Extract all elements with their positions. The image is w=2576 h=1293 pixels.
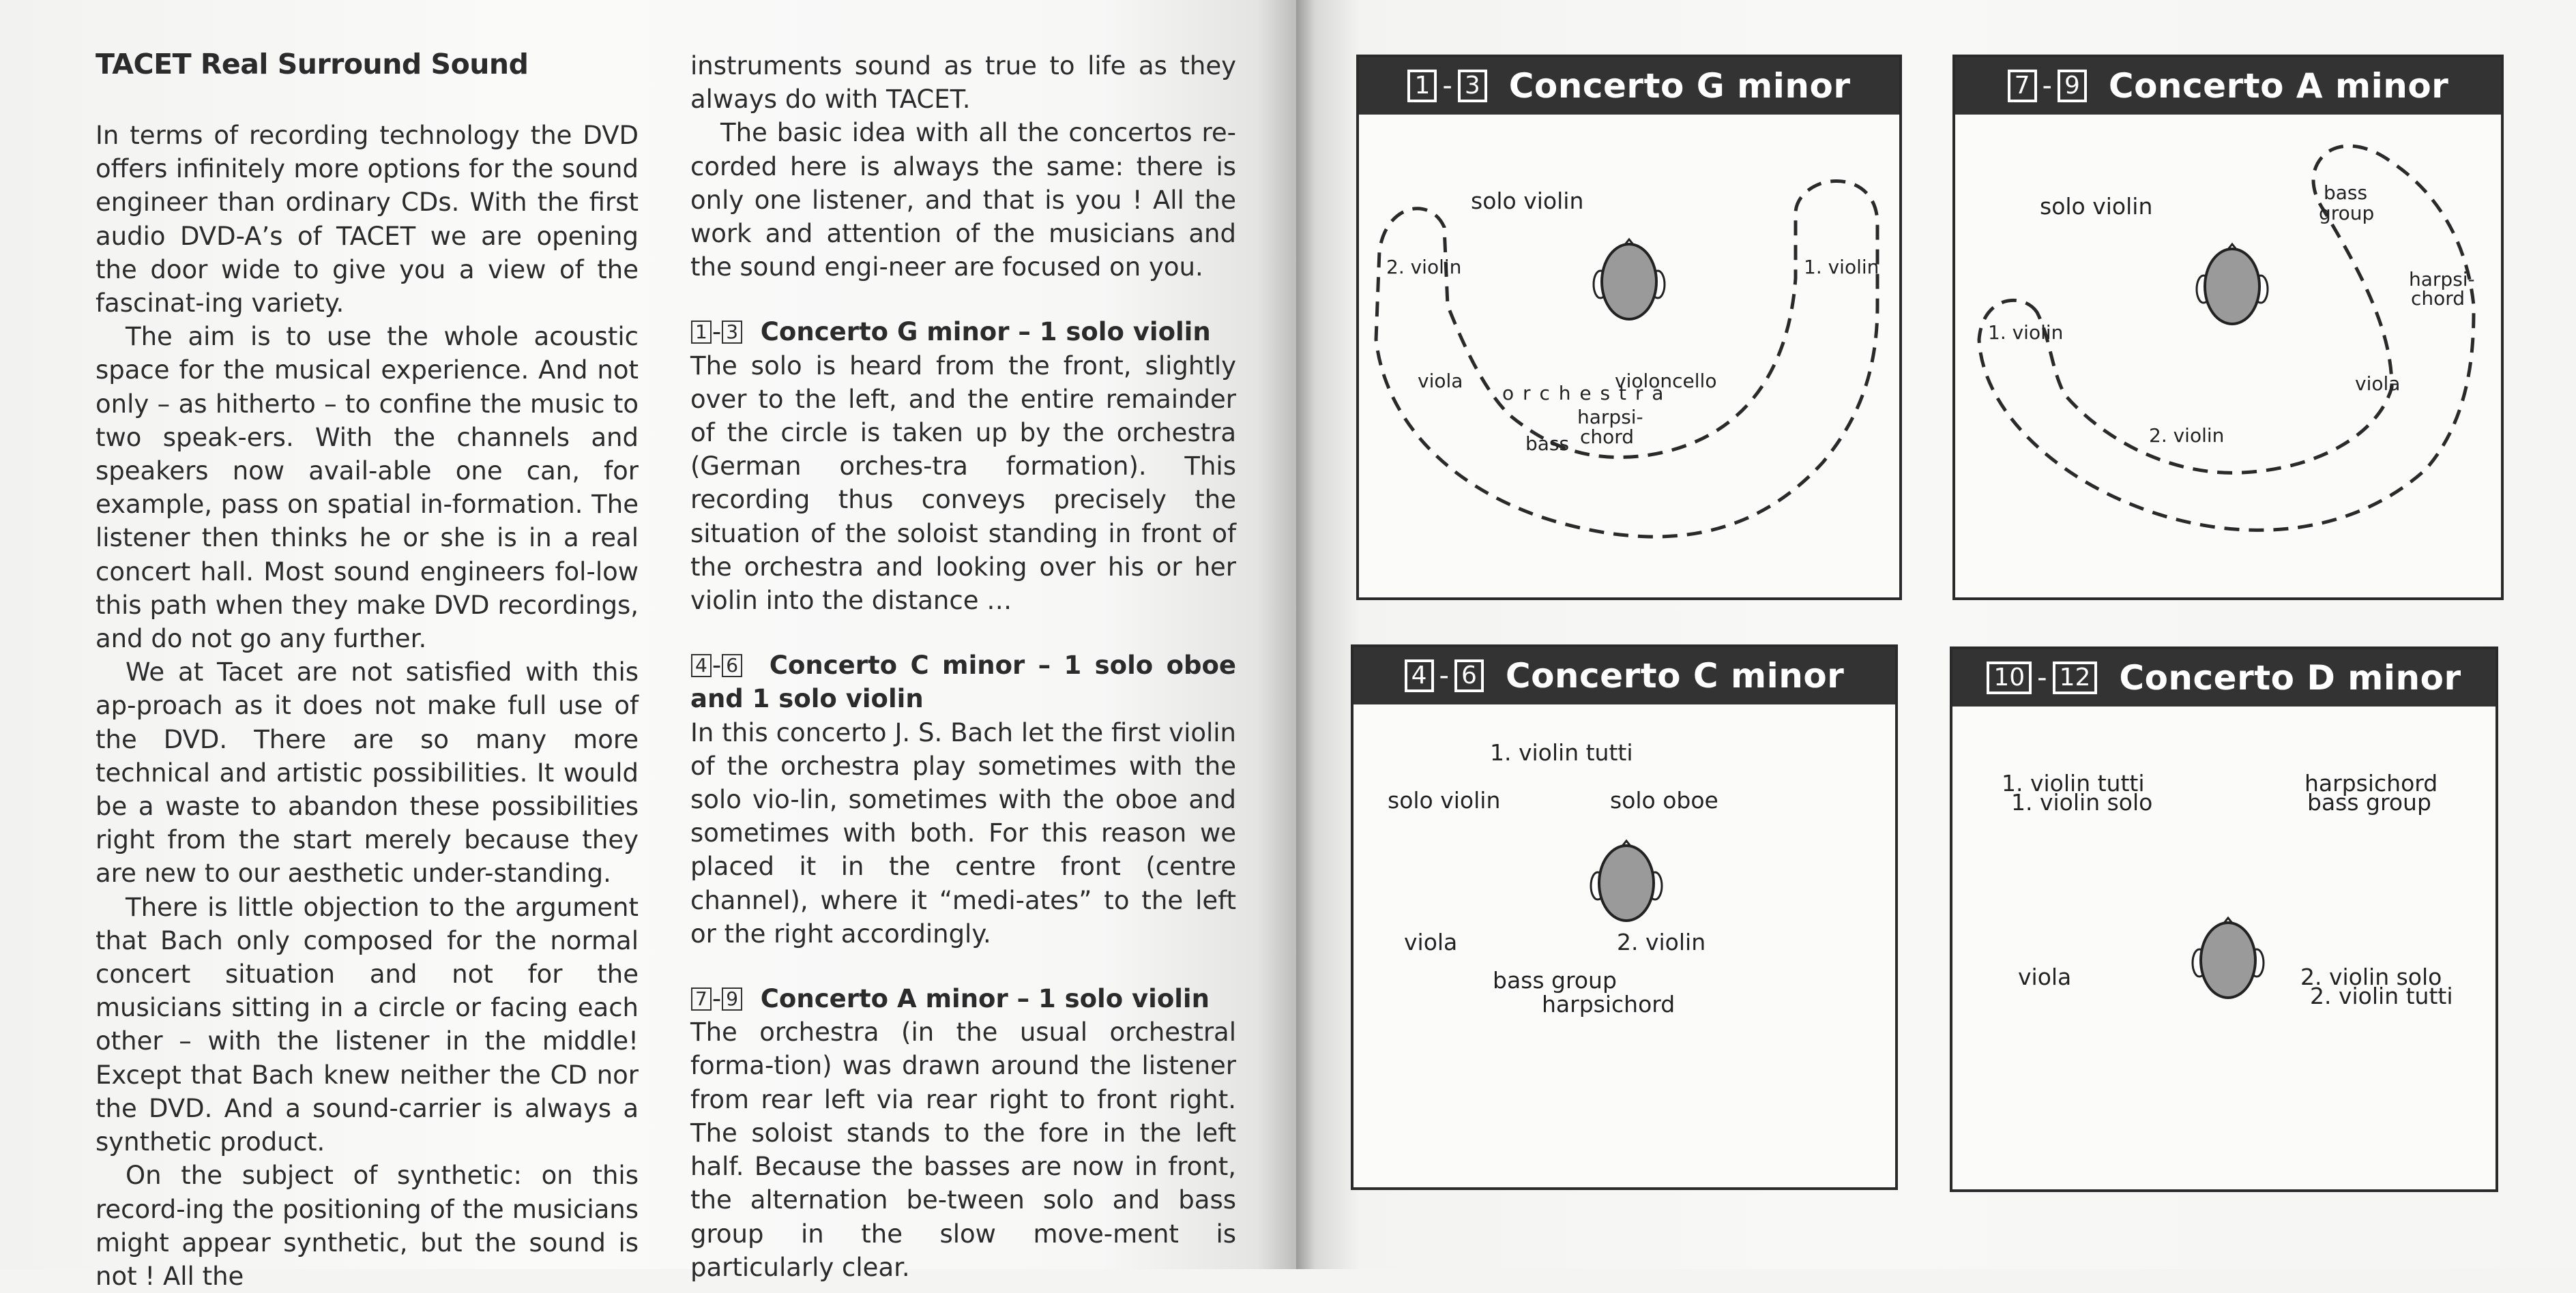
paragraph: We at Tacet are not satisfied with this ap-proach as it does not make full use of the DVD. There are so many more technical and artistic possibilities. It would be a waste to abandon these possibilities right from the start merely because they are new to our aesthetic under-standing. [96, 657, 639, 889]
track-number-box: 7 [691, 987, 712, 1011]
section-body: In this concerto J. S. Bach let the first violin of the orchestra play sometimes with the solo vio-lin, sometimes with the oboe and sometimes with both. For this reason we placed it in the centre front (centre channel), where it “medi-ates” to the left or the right accordingly. [690, 717, 1236, 949]
label-bass-group: bass group [2307, 789, 2431, 816]
label-viola: viola [1418, 370, 1463, 392]
section-heading-text: Concerto C minor – 1 solo oboe and 1 solo violin [690, 651, 1237, 714]
track-number-box: 12 [2053, 662, 2098, 694]
label-harpsichord-cont: chord [2411, 287, 2465, 310]
label-solo-oboe: solo oboe [1610, 787, 1718, 814]
label-1-violin-tutti: 1. violin tutti [2002, 770, 2145, 797]
diagram-concerto-g-minor [1356, 55, 1902, 600]
listener-head-icon [2193, 918, 2264, 998]
text-column-1 [96, 44, 639, 1293]
section-heading-g-minor: 1 - 3 Concerto G minor – 1 solo violin [690, 315, 1236, 348]
label-viola: viola [2355, 372, 2401, 395]
label-violoncello: violoncello [1615, 370, 1717, 392]
paragraph: In terms of recording technology the DVD offers infinitely more options for the sound engineer than ordinary CDs. With the first audio DVD-A’s of TACET we are opening the door wide to give you a view of the fascinat-ing variety. [96, 121, 639, 318]
label-1-violin: 1. violin [1988, 321, 2064, 344]
diagram-header: 7 - 9 Concerto A minor [1955, 57, 2501, 115]
label-harpsichord: harpsi- [1577, 406, 1643, 428]
listener-head-icon [1594, 239, 1665, 319]
orchestra-layout-icon [1955, 115, 2501, 597]
diagram-concerto-d-minor [1950, 646, 2498, 1192]
section-heading-text: Concerto A minor – 1 solo violin [760, 984, 1210, 1014]
page-title: TACET Real Surround Sound [96, 48, 529, 80]
track-number-box: 10 [1987, 662, 2032, 694]
track-number-box: 6 [1454, 659, 1484, 692]
text-column-2 [690, 49, 1236, 1284]
diagram-header: 10 - 12 Concerto D minor [1952, 649, 2496, 707]
track-number-box: 6 [722, 654, 742, 677]
track-number-box: 9 [722, 987, 742, 1011]
listener-head-icon [2197, 244, 2268, 324]
label-harpsichord: harpsichord [1542, 991, 1675, 1017]
label-orchestra: o r c h e s t r a [1502, 382, 1665, 404]
label-solo-violin: solo violin [1471, 188, 1584, 214]
label-2-violin-solo: 2. violin solo [2300, 964, 2442, 990]
track-number-box: 9 [2058, 70, 2087, 102]
label-2-violin-tutti: 2. violin tutti [2310, 983, 2453, 1009]
section-body: The orchestra (in the usual orchestral forma-tion) was drawn around the listener from rear left via rear right to front right. The soloist stands to the fore in the left half. Because the basses are now in front, the alternation be-tween solo and bass group in the slow move-ment is particularly clear. [690, 1017, 1236, 1282]
section-body: The solo is heard from the front, slightly over to the left, and the entire remainder of the circle is taken up by the orchestra (German orches-tra formation). This recording thus conveys precisely the situation of the soloist standing in front of the orchestra and looking over his or her violin into the distance … [690, 351, 1236, 616]
label-bass-group: bass group [1493, 967, 1617, 994]
diagram-title: Concerto D minor [2119, 658, 2461, 698]
paragraph: On the subject of synthetic: on this record-ing the positioning of the musicians might appear synthetic, but the sound is not ! All the [96, 1161, 639, 1291]
paragraph: instruments sound as true to life as they always do with TACET. [690, 51, 1236, 115]
listener-head-icon [1591, 841, 1662, 921]
section-heading-text: Concerto G minor – 1 solo violin [760, 317, 1211, 347]
diagram-header: 4 - 6 Concerto C minor [1353, 647, 1895, 704]
track-number-box: 4 [691, 654, 712, 677]
diagram-header: 1 - 3 Concerto G minor [1359, 57, 1899, 115]
label-1-violin-solo: 1. violin solo [2011, 789, 2153, 816]
diagram-concerto-a-minor [1952, 55, 2504, 600]
label-2-violin: 2. violin [1386, 256, 1462, 278]
track-number-box: 4 [1405, 659, 1434, 692]
track-number-box: 3 [1458, 70, 1487, 102]
track-number-box: 1 [1407, 70, 1437, 102]
label-bass: bass [1525, 432, 1570, 455]
label-viola: viola [1404, 929, 1458, 955]
paragraph: The aim is to use the whole acoustic space for the musical experience. And not only – as hitherto – to confine the music to two speak-ers. With the channels and speakers now avail-able one can, for example, pass on spatial in-formation. The listener then thinks he or she is in a real concert hall. Most sound engineers fol-low this path when they make DVD recordings, and do not go any further. [96, 322, 639, 654]
diagram-title: Concerto A minor [2108, 66, 2449, 106]
paragraph: There is little objection to the argument that Bach only composed for the normal concert situation and not for the musicians sitting in a circle or facing each other – with the listener in the middle! Except that Bach knew neither the CD nor the DVD. And a sound-carrier is always a synthetic product. [96, 892, 639, 1157]
section-heading-a-minor: 7 - 9 Concerto A minor – 1 solo violin [690, 982, 1236, 1015]
diagram-title: Concerto G minor [1508, 66, 1851, 106]
label-bass-group-cont: group [2319, 202, 2375, 224]
label-harpsichord: harpsi- [2409, 268, 2475, 291]
label-2-violin: 2. violin [1617, 929, 1706, 955]
label-harpsichord-cont: chord [1580, 426, 1635, 448]
label-2-violin: 2. violin [2149, 424, 2225, 447]
label-harpsichord: harpsichord [2304, 770, 2438, 797]
orchestra-layout-icon [1359, 115, 1899, 597]
diagram-concerto-c-minor [1351, 644, 1898, 1190]
label-viola: viola [2018, 964, 2072, 990]
section-heading-c-minor: 4 - 6 Concerto C minor – 1 solo oboe and 1 solo violin [690, 651, 1237, 714]
track-number-box: 1 [691, 321, 712, 344]
diagram-title: Concerto C minor [1505, 656, 1845, 696]
track-number-box: 3 [722, 321, 742, 344]
label-1-violin: 1. violin [1804, 256, 1879, 278]
paragraph: The basic idea with all the concertos re-corded here is always the same: there is only one listener, and that is you ! All the work and attention of the musicians and the sound engi-neer are focused on you. [690, 118, 1236, 282]
track-number-box: 7 [2008, 70, 2037, 102]
label-solo-violin: solo violin [1388, 787, 1501, 814]
label-solo-violin: solo violin [2040, 193, 2153, 220]
label-bass-group: bass [2324, 181, 2368, 204]
label-1-violin-tutti: 1. violin tutti [1490, 739, 1633, 766]
